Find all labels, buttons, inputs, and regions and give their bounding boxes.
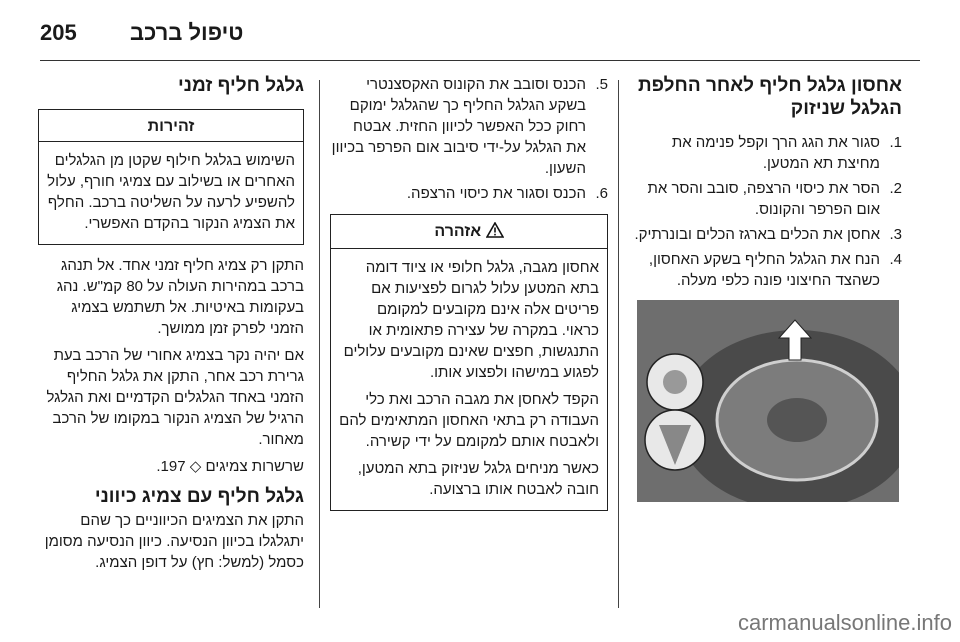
steps-list: [632, 132, 902, 291]
steps-list: [330, 74, 608, 204]
column-divider: [319, 80, 320, 608]
warning-paragraph: כאשר מניחים גלגל שניזוק בתא המטען, חובה לאבטח אותו ברצועה.: [357, 460, 599, 498]
cross-reference: שרשרות צמיגים ◇ 197.: [156, 458, 304, 475]
subsection-heading: גלגל חליף עם צמיג כיווני: [94, 486, 304, 507]
caution-box: [38, 109, 304, 245]
caution-body: [39, 142, 303, 244]
step-text: סגור את הגג הרך וקפל פנימה את מחיצת תא המטען.: [671, 134, 880, 172]
section-heading: גלגל חליף זמני: [178, 75, 304, 96]
list-item: [632, 224, 902, 245]
page-header: [40, 18, 920, 58]
warning-title-text: אזהרה: [434, 223, 482, 240]
step-text: אחסן את הכלים בארגז הכלים ובונרתיק.: [634, 226, 880, 243]
caution-title: זהירות: [39, 110, 303, 142]
spare-wheel-photo: [637, 300, 899, 502]
warning-box: [330, 214, 608, 511]
step-number: 1.: [889, 134, 902, 151]
warning-body: [331, 249, 607, 510]
step-number: 4.: [889, 251, 902, 268]
list-item: [632, 132, 902, 174]
watermark: carmanualsonline.info: [737, 610, 952, 635]
column-divider: [618, 80, 619, 608]
body-paragraph: התקן את הצמיגים הכיווניים כך שהם יתגלגלו בכיוון הנסיעה. כיוון הנסיעה מסומן כסמל (למשל: חץ) על דופן הצמיג.: [44, 512, 304, 571]
middle-column: [330, 74, 608, 511]
step-number: 3.: [889, 226, 902, 243]
body-paragraph: אם יהיה נקר בצמיג אחורי של הרכב בעת גרירת רכב אחר, התקן את גלגל החליף הזמני באחד הגלגלים הקדמיים ואת הגלגל הרגיל של הצמיג הנקור במקומו של הרכב מאחור.: [46, 347, 304, 448]
list-item: [632, 178, 902, 220]
right-column: [632, 74, 902, 295]
list-item: [330, 74, 608, 179]
step-text: הכנס וסגור את כיסוי הרצפה.: [406, 185, 586, 202]
step-number: 5.: [595, 76, 608, 93]
warning-title: [331, 215, 607, 249]
left-column: [38, 74, 304, 579]
step-number: 2.: [889, 180, 902, 197]
warning-paragraph: הקפד לאחסן את מגבה הרכב ואת כלי העבודה רק בתאי האחסון המתאימים להם ולאבטח אותם למקומם על ידי קשירה.: [339, 391, 599, 450]
body-paragraph: התקן רק צמיג חליף זמני אחד. אל תנהג ברכב במהירות העולה על 80 קמ"ש. נהג בעקומות באיטיות. אל תשתמש בצמיג הזמני לפרק זמן ממושך.: [56, 257, 304, 337]
step-text: הכנס וסובב את הקונוס האקסצנטרי בשקע הגלגל החליף כך שהגלגל ימוקם רחוק ככל האפשר לכיוון החזית. אבטח את הגלגל על-ידי סיבוב אום הפרפר בכיוון השעון.: [331, 76, 586, 177]
section-title: טיפול ברכב: [130, 20, 244, 45]
step-text: הנח את הגלגל החליף בשקע האחסון, כשהצד החיצוני פונה כלפי מעלה.: [648, 251, 880, 289]
step-number: 6.: [595, 185, 608, 202]
header-rule: [40, 60, 920, 61]
caution-paragraph: השימוש בגלגל חילוף שקטן מן הגלגלים האחרים או בשילוב עם צמיגי חורף, עלול להשפיע לרעה על השליטה ברכב. החלף את הצמיג הנקור בהקדם האפשרי.: [47, 152, 295, 232]
warning-triangle-icon: [486, 222, 504, 244]
trunk-illustration: [637, 300, 899, 502]
warning-paragraph: אחסון מגבה, גלגל חלופי או ציוד דומה בתא המטען עלול לגרום לפציעות אם פריטים אלה אינם מקובעים למקומם כראוי. במקרה של עצירה פתאומית או התנגשות, חפצים שאינם מקובעים עלולים לפגוע במישהו ולפצוע אותו.: [343, 259, 599, 381]
page-number: 205: [40, 20, 77, 45]
step-text: הסר את כיסוי הרצפה, סובב והסר את אום הפרפר והקונוס.: [647, 180, 880, 218]
list-item: [632, 249, 902, 291]
section-heading: אחסון גלגל חליף לאחר החלפת הגלגל שניזוק: [638, 75, 902, 119]
list-item: [330, 183, 608, 204]
